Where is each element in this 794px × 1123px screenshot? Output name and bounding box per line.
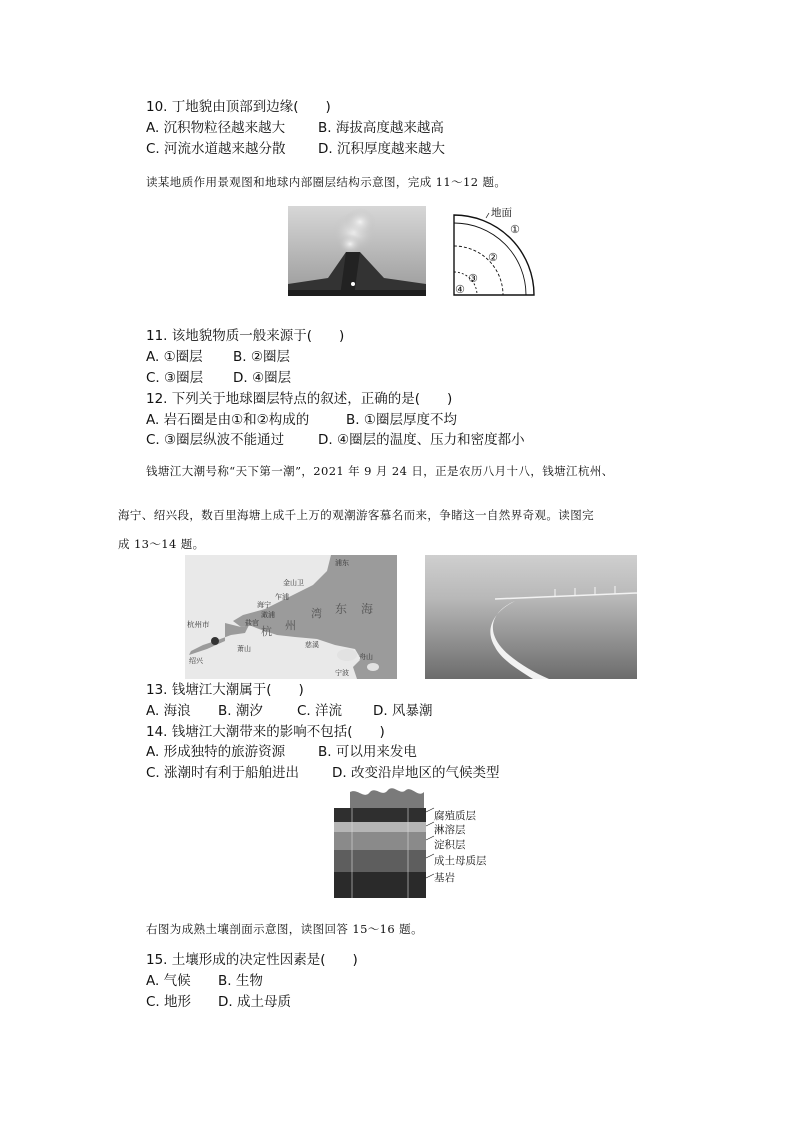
q10-option-a: A. 沉积物粒径越来越大 bbox=[146, 120, 286, 136]
q12-stem: 12. 下列关于地球圈层特点的叙述，正确的是( ) bbox=[146, 391, 453, 407]
q10-option-b: B. 海拔高度越来越高 bbox=[318, 120, 444, 136]
soil-label-3: 淀积层 bbox=[434, 839, 466, 851]
q11-option-b: B. ②圈层 bbox=[233, 349, 290, 365]
volcano-photo bbox=[288, 206, 426, 296]
map-label-zhapu: 乍浦 bbox=[275, 593, 289, 601]
q10-stem: 10. 丁地貌由顶部到边缘( ) bbox=[146, 99, 331, 115]
tidal-bore-photo bbox=[425, 555, 637, 679]
map-label-hai: 海 bbox=[361, 602, 374, 616]
map-label-ganpu: 澉浦 bbox=[261, 611, 275, 619]
q12-option-c: C. ③圈层纵波不能通过 bbox=[146, 432, 285, 448]
soil-label-2: 淋溶层 bbox=[434, 824, 466, 836]
map-label-hangzhou: 杭州市 bbox=[187, 620, 210, 629]
q14-option-a: A. 形成独特的旅游资源 bbox=[146, 744, 286, 760]
map-label-jinshan: 金山卫 bbox=[283, 579, 304, 587]
ground-label: 地面 bbox=[491, 207, 512, 219]
map-label-xiaoshan: 萧山 bbox=[237, 645, 251, 653]
q13-option-c: C. 洋流 bbox=[297, 703, 343, 719]
intro-11-12: 读某地质作用景观图和地球内部圈层结构示意图，完成 11～12 题。 bbox=[146, 175, 507, 189]
soil-profile-diagram bbox=[330, 786, 500, 902]
layer-2-label: ② bbox=[488, 251, 498, 264]
map-label-pudong: 浦东 bbox=[335, 559, 349, 567]
intro-13-14-line1: 钱塘江大潮号称“天下第一潮”，2021 年 9 月 24 日，正是农历八月十八，钱塘江杭州、 bbox=[146, 464, 614, 478]
layer-3-label: ③ bbox=[468, 272, 478, 285]
q12-option-d: D. ④圈层的温度、压力和密度都小 bbox=[318, 432, 525, 448]
layer-4-label: ④ bbox=[455, 283, 465, 296]
soil-label-5: 基岩 bbox=[434, 872, 455, 884]
map-label-shaoxing: 绍兴 bbox=[189, 657, 203, 665]
map-label-cixi: 慈溪 bbox=[305, 641, 319, 649]
intro-13-14-line3: 成 13～14 题。 bbox=[118, 537, 205, 551]
q14-option-d: D. 改变沿岸地区的气候类型 bbox=[332, 765, 500, 781]
q15-option-a: A. 气候 bbox=[146, 973, 191, 989]
layer-1-label: ① bbox=[510, 223, 520, 236]
earth-layers-diagram bbox=[446, 206, 546, 300]
q15-option-c: C. 地形 bbox=[146, 994, 192, 1010]
soil-label-1: 腐殖质层 bbox=[434, 810, 476, 822]
map-label-hang: 杭 bbox=[261, 625, 272, 638]
q13-option-d: D. 风暴潮 bbox=[373, 703, 433, 719]
soil-label-4: 成土母质层 bbox=[434, 855, 487, 867]
map-label-ningbo: 宁波 bbox=[335, 669, 349, 677]
q13-option-a: A. 海浪 bbox=[146, 703, 191, 719]
q10-option-c: C. 河流水道越来越分散 bbox=[146, 141, 286, 157]
intro-15-16: 右图为成熟土壤剖面示意图，读图回答 15～16 题。 bbox=[146, 922, 423, 936]
map-label-haining: 海宁 bbox=[257, 601, 271, 609]
hangzhou-bay-map bbox=[185, 555, 397, 679]
q14-option-c: C. 涨潮时有利于船舶进出 bbox=[146, 765, 300, 781]
map-label-wan: 湾 bbox=[311, 607, 322, 620]
q11-option-d: D. ④圈层 bbox=[233, 370, 292, 386]
q14-stem: 14. 钱塘江大潮带来的影响不包括( ) bbox=[146, 724, 385, 740]
q13-stem: 13. 钱塘江大潮属于( ) bbox=[146, 682, 304, 698]
q12-option-b: B. ①圈层厚度不均 bbox=[346, 412, 457, 428]
q15-option-b: B. 生物 bbox=[218, 973, 263, 989]
intro-13-14-line2: 海宁、绍兴段，数百里海塘上成千上万的观潮游客慕名而来，争睹这一自然界奇观。读图完 bbox=[118, 508, 594, 522]
q15-option-d: D. 成土母质 bbox=[218, 994, 291, 1010]
map-label-zhou: 州 bbox=[285, 619, 296, 632]
q14-option-b: B. 可以用来发电 bbox=[318, 744, 417, 760]
q11-option-a: A. ①圈层 bbox=[146, 349, 203, 365]
q15-stem: 15. 土壤形成的决定性因素是( ) bbox=[146, 952, 358, 968]
map-label-yanguan: 盐官 bbox=[245, 619, 259, 627]
q11-option-c: C. ③圈层 bbox=[146, 370, 204, 386]
map-label-dong: 东 bbox=[335, 602, 348, 616]
q10-option-d: D. 沉积厚度越来越大 bbox=[318, 141, 445, 157]
q11-stem: 11. 该地貌物质一般来源于( ) bbox=[146, 328, 345, 344]
q12-option-a: A. 岩石圈是由①和②构成的 bbox=[146, 412, 310, 428]
q13-option-b: B. 潮汐 bbox=[218, 703, 263, 719]
map-label-zhoushan: 舟山 bbox=[359, 653, 373, 661]
